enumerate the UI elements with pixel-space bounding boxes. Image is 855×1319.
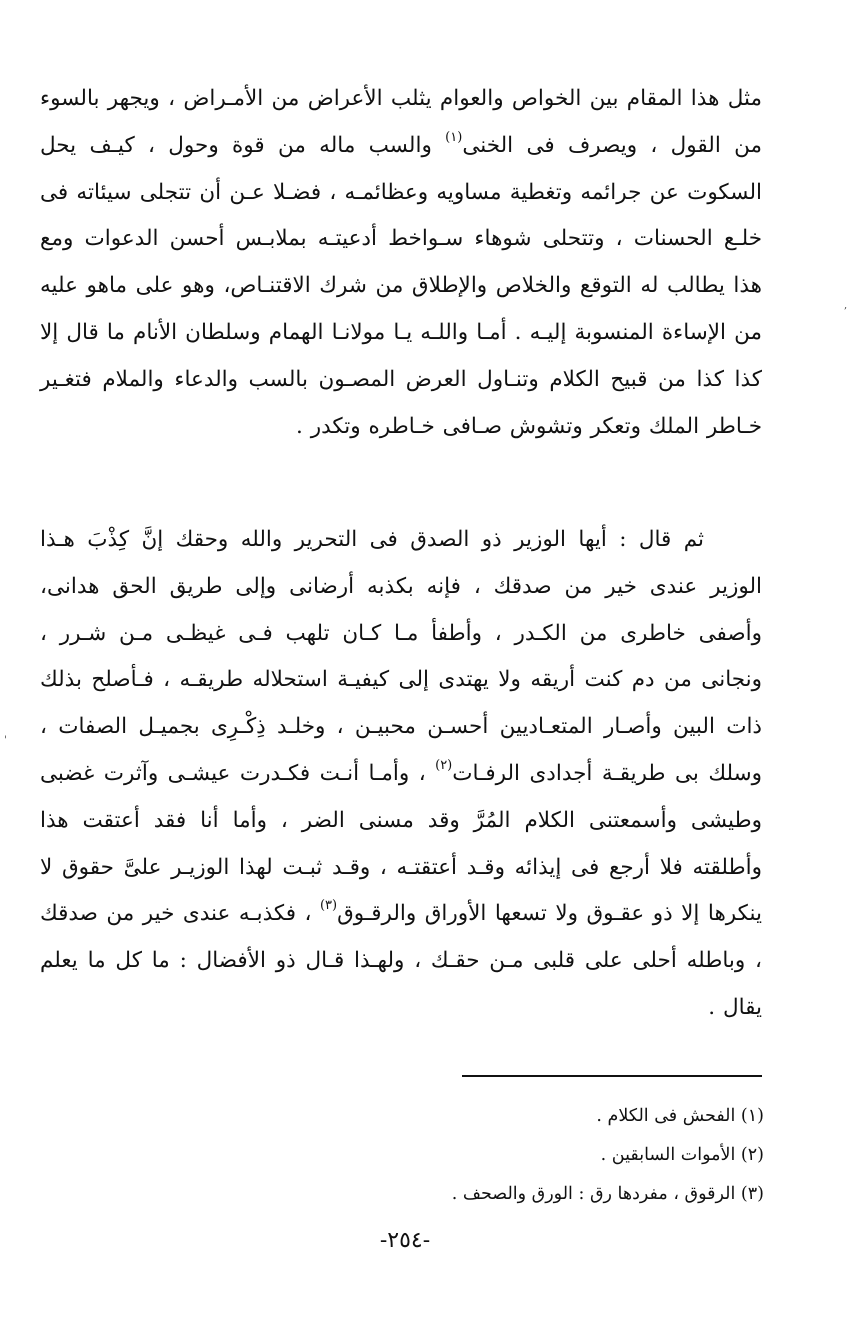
footnotes: [300, 1097, 764, 1214]
paragraph-2-text: ثم قال : أيها الوزير ذو الصدق فى التحرير والله وحقك إنَّ كِذْبَ هـذا الوزير عندى خير من صدقك ، فإنه بكذبه أرضانى وإلى طريق الحق هدانى، وأصفى خاطرى من الكـدر ، وأطفأ مـا كـان تلهب فـى غيظـى مـن شـرر ، ونجانى من دم كنت أريقه ولا يهتدى إلى كيفيـة استحلاله طريقـه ، فـأصلح بذلك ذات البين وأصـار المتعـاديين أحسـن محبيـن ، وخلـد ذِكْـرِى بجميـل الصفات ، وسلك بى طريقـة أجدادى الرفـات: [40, 527, 762, 786]
footnote-separator: [462, 1075, 762, 1077]
paragraph-1: [40, 76, 762, 450]
margin-mark: ,: [844, 300, 848, 311]
footnote-3: (٣) الرقوق ، مفردها رق : الورق والصحف .: [451, 1184, 764, 1204]
footnote-ref-3: (٣): [319, 898, 338, 914]
margin-mark: ': [4, 735, 7, 746]
paragraph-1-text-cont: والسب ماله من قوة وحول ، كيـف يحل السكوت عن جرائمه وتغطية مساويه وعظائمـه ، فضـلا عـن أن تتجلى سيئاته فى خلـع الحسنات ، وتتحلى شوهاء سـواخط أدعيتـه بملابـس أحسن الدعوات ومع هذا يطالب له التوقع والخلاص والإطلاق من شرك الاقتنـاص، وهو على ماهو عليه من الإساءة المنسوبة إليـه . أمـا واللـه يـا مولانـا الهمام وسلطان الأنام ما قال إلا كذا كذا من قبيح الكلام وتنـاول العرض المصـون بالسب والدعاء والملام فتغـير خـاطر الملك وتعكر وتشوش صـافى خـاطره وتكدر .: [40, 132, 762, 439]
footnote-1: (١) الفحش فى الكلام .: [596, 1106, 764, 1126]
paragraph-2: [40, 517, 762, 1032]
footnote-ref-1: (١): [445, 129, 463, 145]
paragraph-2-text-end: ، فكذبـه عندى خير من صدقك ، وباطله أحلى على قلبى مـن حقـك ، ولهـذا قـال ذو الأفضال : ما كل ما يعلم يقال .: [40, 901, 762, 1020]
paragraph-2-text-cont: ، وأمـا أنـت فكـدرت عيشـى وآثرت غضبى وطيشى وأسمعتنى الكلام المُرَّ وقد مسنى الضر ، وأما أنا فقد أعتقت هذا وأطلقته فلا أرجع فى إيذائه وقـد أعتقتـه ، وقـد ثبـت لهذا الوزيـر علىَّ حقوق لا ينكرها إلا ذو عقـوق ولا تسعها الأوراق والرقـوق: [40, 760, 762, 927]
page-number: -٢٥٤-: [379, 1228, 431, 1253]
paragraph-1-text: مثل هذا المقام بين الخواص والعوام يثلب الأعراض من الأمـراض ، ويجهر بالسوء من القول ، ويصرف فى الخنى: [40, 86, 763, 158]
footnote-ref-2: (٢): [435, 757, 453, 773]
footnote-2: (٢) الأموات السابقين .: [600, 1145, 764, 1165]
